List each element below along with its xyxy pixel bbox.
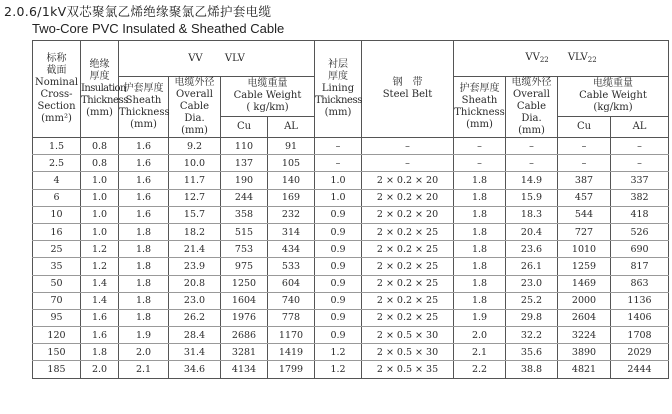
cell-sheath-thickness-armored: 1.8 <box>454 241 506 258</box>
cell-weight-cu-armored: 1469 <box>558 275 611 292</box>
cell-weight-cu-armored: 2000 <box>558 292 611 309</box>
cell-insulation-thickness: 1.2 <box>81 258 119 275</box>
cell-weight-al-armored: 863 <box>611 275 669 292</box>
cell-sheath-thickness-armored: 1.8 <box>454 206 506 223</box>
cell-weight-al-armored: 382 <box>611 189 669 206</box>
cell-sheath-thickness-armored: 1.8 <box>454 258 506 275</box>
cell-sheath-thickness: 1.8 <box>119 275 169 292</box>
header-steel-belt: 钢 带 Steel Belt <box>362 41 454 138</box>
cell-steel-belt: 2 × 0.5 × 30 <box>362 327 454 344</box>
cell-weight-al-armored: – <box>611 138 669 155</box>
table-row <box>33 327 669 344</box>
cell-insulation-thickness: 1.4 <box>81 292 119 309</box>
cell-steel-belt: – <box>362 138 454 155</box>
cell-steel-belt: 2 × 0.2 × 25 <box>362 241 454 258</box>
cell-overall-dia: 34.6 <box>169 361 221 378</box>
cell-weight-cu: 358 <box>221 206 268 223</box>
cell-overall-dia: 9.2 <box>169 138 221 155</box>
cell-overall-dia: 18.2 <box>169 223 221 240</box>
cell-overall-dia: 26.2 <box>169 309 221 326</box>
table-row <box>33 275 669 292</box>
title-chinese: 2.0.6/1kV双芯聚氯乙烯绝缘聚氯乙烯护套电缆 <box>4 4 272 19</box>
table-row <box>33 223 669 240</box>
cell-weight-al-armored: – <box>611 155 669 172</box>
cell-overall-dia: 10.0 <box>169 155 221 172</box>
cell-sheath-thickness-armored: 2.1 <box>454 344 506 361</box>
cell-weight-al: 140 <box>268 172 315 189</box>
cell-overall-dia-armored: 14.9 <box>506 172 558 189</box>
cell-overall-dia: 12.7 <box>169 189 221 206</box>
cell-weight-cu-armored: 3224 <box>558 327 611 344</box>
table-row <box>33 138 669 155</box>
cell-overall-dia-armored: 18.3 <box>506 206 558 223</box>
table-row <box>33 258 669 275</box>
cell-weight-cu-armored: 727 <box>558 223 611 240</box>
cell-sheath-thickness: 1.6 <box>119 155 169 172</box>
cell-cross-section: 4 <box>33 172 81 189</box>
cell-weight-al: 1170 <box>268 327 315 344</box>
cell-cross-section: 10 <box>33 206 81 223</box>
cell-steel-belt: 2 × 0.5 × 30 <box>362 344 454 361</box>
cell-cross-section: 70 <box>33 292 81 309</box>
table-row <box>33 189 669 206</box>
cell-lining-thickness: 1.0 <box>315 189 362 206</box>
cell-steel-belt: 2 × 0.5 × 35 <box>362 361 454 378</box>
table-row <box>33 155 669 172</box>
cell-overall-dia-armored: 15.9 <box>506 189 558 206</box>
cell-insulation-thickness: 1.4 <box>81 275 119 292</box>
cell-weight-cu: 137 <box>221 155 268 172</box>
cell-overall-dia-armored: 26.1 <box>506 258 558 275</box>
cell-steel-belt: 2 × 0.2 × 20 <box>362 206 454 223</box>
cell-weight-al: 91 <box>268 138 315 155</box>
cell-sheath-thickness: 1.8 <box>119 292 169 309</box>
cell-weight-cu: 4134 <box>221 361 268 378</box>
header-overall-dia-armored: 电缆外径 Overall Cable Dia. (mm) <box>506 77 558 138</box>
cell-weight-cu: 975 <box>221 258 268 275</box>
cell-lining-thickness: 0.9 <box>315 309 362 326</box>
cell-cross-section: 35 <box>33 258 81 275</box>
cell-weight-cu-armored: 544 <box>558 206 611 223</box>
table-row <box>33 292 669 309</box>
cell-weight-cu: 1250 <box>221 275 268 292</box>
cell-weight-cu: 515 <box>221 223 268 240</box>
cell-weight-al: 314 <box>268 223 315 240</box>
cell-weight-cu-armored: 457 <box>558 189 611 206</box>
cell-overall-dia: 15.7 <box>169 206 221 223</box>
cell-steel-belt: – <box>362 155 454 172</box>
cell-weight-al-armored: 1406 <box>611 309 669 326</box>
header-cu-armored: Cu <box>558 116 611 137</box>
cell-weight-al-armored: 817 <box>611 258 669 275</box>
cell-sheath-thickness: 1.8 <box>119 241 169 258</box>
table-row <box>33 172 669 189</box>
cell-lining-thickness: 0.9 <box>315 292 362 309</box>
cell-sheath-thickness: 2.1 <box>119 361 169 378</box>
cell-weight-al-armored: 418 <box>611 206 669 223</box>
cell-lining-thickness: 0.9 <box>315 241 362 258</box>
cell-sheath-thickness: 1.8 <box>119 258 169 275</box>
cell-overall-dia-armored: 32.2 <box>506 327 558 344</box>
cell-weight-al-armored: 1136 <box>611 292 669 309</box>
header-group-vv-vlv: VV VLV <box>119 41 315 77</box>
cell-weight-cu: 244 <box>221 189 268 206</box>
cell-lining-thickness: 0.9 <box>315 206 362 223</box>
cell-sheath-thickness-armored: 1.8 <box>454 189 506 206</box>
cell-cross-section: 6 <box>33 189 81 206</box>
cell-weight-cu-armored: 1259 <box>558 258 611 275</box>
cell-steel-belt: 2 × 0.2 × 25 <box>362 275 454 292</box>
cell-cross-section: 16 <box>33 223 81 240</box>
cell-weight-cu-armored: 2604 <box>558 309 611 326</box>
cell-sheath-thickness-armored: 2.2 <box>454 361 506 378</box>
cell-sheath-thickness-armored: – <box>454 155 506 172</box>
cell-steel-belt: 2 × 0.2 × 20 <box>362 172 454 189</box>
cell-weight-cu: 190 <box>221 172 268 189</box>
cell-overall-dia-armored: 38.8 <box>506 361 558 378</box>
cell-weight-al: 1419 <box>268 344 315 361</box>
table-row <box>33 241 669 258</box>
cell-cross-section: 120 <box>33 327 81 344</box>
cell-insulation-thickness: 1.0 <box>81 189 119 206</box>
cell-weight-cu-armored: 3890 <box>558 344 611 361</box>
cell-weight-cu: 3281 <box>221 344 268 361</box>
cable-spec-table <box>32 40 669 379</box>
cell-sheath-thickness-armored: – <box>454 138 506 155</box>
cell-lining-thickness: 1.0 <box>315 172 362 189</box>
cell-weight-al: 434 <box>268 241 315 258</box>
cell-weight-al: 778 <box>268 309 315 326</box>
table-body <box>33 138 669 379</box>
cell-lining-thickness: – <box>315 155 362 172</box>
cell-weight-al: 533 <box>268 258 315 275</box>
cell-overall-dia: 28.4 <box>169 327 221 344</box>
cell-weight-cu: 1976 <box>221 309 268 326</box>
header-insulation-thickness: 绝缘 厚度 Insulation Thickness (mm) <box>81 41 119 138</box>
cell-lining-thickness: – <box>315 138 362 155</box>
cell-cross-section: 2.5 <box>33 155 81 172</box>
cell-insulation-thickness: 0.8 <box>81 155 119 172</box>
table-row <box>33 309 669 326</box>
cell-lining-thickness: 0.9 <box>315 258 362 275</box>
cell-weight-al: 740 <box>268 292 315 309</box>
cell-sheath-thickness: 1.8 <box>119 223 169 240</box>
header-al-armored: AL <box>611 116 669 137</box>
cell-insulation-thickness: 1.0 <box>81 223 119 240</box>
cell-weight-cu-armored: 387 <box>558 172 611 189</box>
cell-steel-belt: 2 × 0.2 × 25 <box>362 292 454 309</box>
cell-weight-al: 169 <box>268 189 315 206</box>
cell-weight-al-armored: 526 <box>611 223 669 240</box>
cell-weight-al-armored: 690 <box>611 241 669 258</box>
header-nominal-cross-section: 标称 截面 Nominal Cross- Section (mm²) <box>33 41 81 138</box>
cell-lining-thickness: 0.9 <box>315 223 362 240</box>
cell-insulation-thickness: 2.0 <box>81 361 119 378</box>
cell-lining-thickness: 1.2 <box>315 361 362 378</box>
cell-weight-al: 1799 <box>268 361 315 378</box>
cell-overall-dia: 20.8 <box>169 275 221 292</box>
cell-insulation-thickness: 1.2 <box>81 241 119 258</box>
cell-insulation-thickness: 1.0 <box>81 172 119 189</box>
cell-sheath-thickness: 1.6 <box>119 172 169 189</box>
cell-overall-dia-armored: – <box>506 138 558 155</box>
cell-overall-dia-armored: 25.2 <box>506 292 558 309</box>
cell-overall-dia: 11.7 <box>169 172 221 189</box>
cell-sheath-thickness: 1.9 <box>119 327 169 344</box>
cell-sheath-thickness-armored: 1.9 <box>454 309 506 326</box>
cell-weight-cu-armored: – <box>558 138 611 155</box>
cell-overall-dia: 31.4 <box>169 344 221 361</box>
cell-weight-cu-armored: 4821 <box>558 361 611 378</box>
cell-weight-cu-armored: – <box>558 155 611 172</box>
cell-overall-dia-armored: 23.0 <box>506 275 558 292</box>
cell-cross-section: 150 <box>33 344 81 361</box>
title-english: Two-Core PVC Insulated & Sheathed Cable <box>32 21 285 36</box>
cell-overall-dia: 21.4 <box>169 241 221 258</box>
cell-insulation-thickness: 1.8 <box>81 344 119 361</box>
header-sheath-thickness: 护套厚度 Sheath Thickness (mm) <box>119 77 169 138</box>
header-cable-weight: 电缆重量 Cable Weight ( kg/km) <box>221 77 315 117</box>
cell-insulation-thickness: 1.0 <box>81 206 119 223</box>
cell-cross-section: 1.5 <box>33 138 81 155</box>
cell-weight-cu: 110 <box>221 138 268 155</box>
cell-steel-belt: 2 × 0.2 × 20 <box>362 189 454 206</box>
cell-cross-section: 25 <box>33 241 81 258</box>
cell-sheath-thickness-armored: 1.8 <box>454 292 506 309</box>
cell-sheath-thickness-armored: 1.8 <box>454 275 506 292</box>
cell-cross-section: 185 <box>33 361 81 378</box>
header-lining-thickness: 衬层 厚度 Lining Thickness (mm) <box>315 41 362 138</box>
cell-insulation-thickness: 0.8 <box>81 138 119 155</box>
cell-weight-cu-armored: 1010 <box>558 241 611 258</box>
cell-overall-dia-armored: 35.6 <box>506 344 558 361</box>
cell-sheath-thickness: 2.0 <box>119 344 169 361</box>
cell-overall-dia-armored: 20.4 <box>506 223 558 240</box>
cell-weight-cu: 2686 <box>221 327 268 344</box>
table-row <box>33 206 669 223</box>
cell-lining-thickness: 1.2 <box>315 344 362 361</box>
cell-weight-cu: 753 <box>221 241 268 258</box>
cell-weight-al: 105 <box>268 155 315 172</box>
cell-weight-al-armored: 337 <box>611 172 669 189</box>
cell-sheath-thickness: 1.6 <box>119 206 169 223</box>
cell-weight-cu: 1604 <box>221 292 268 309</box>
cell-weight-al: 604 <box>268 275 315 292</box>
cell-overall-dia-armored: 23.6 <box>506 241 558 258</box>
cell-overall-dia: 23.0 <box>169 292 221 309</box>
cell-steel-belt: 2 × 0.2 × 25 <box>362 309 454 326</box>
cell-cross-section: 95 <box>33 309 81 326</box>
cell-sheath-thickness-armored: 1.8 <box>454 223 506 240</box>
header-group-vv22-vlv22: $VV_{22}$ $VLV_{22}$ <box>454 41 669 77</box>
table-row <box>33 344 669 361</box>
table-row <box>33 361 669 378</box>
cell-insulation-thickness: 1.6 <box>81 327 119 344</box>
cell-sheath-thickness: 1.8 <box>119 309 169 326</box>
cell-sheath-thickness: 1.6 <box>119 138 169 155</box>
cell-weight-al-armored: 1708 <box>611 327 669 344</box>
header-overall-dia: 电缆外径 Overall Cable Dia. (mm) <box>169 77 221 138</box>
cell-weight-al-armored: 2029 <box>611 344 669 361</box>
cell-sheath-thickness: 1.6 <box>119 189 169 206</box>
cell-lining-thickness: 0.9 <box>315 275 362 292</box>
cell-overall-dia-armored: 29.8 <box>506 309 558 326</box>
cell-steel-belt: 2 × 0.2 × 25 <box>362 258 454 275</box>
cell-overall-dia: 23.9 <box>169 258 221 275</box>
cell-sheath-thickness-armored: 2.0 <box>454 327 506 344</box>
header-cable-weight-armored: 电缆重量 Cable Weight (kg/km) <box>558 77 669 117</box>
cell-steel-belt: 2 × 0.2 × 25 <box>362 223 454 240</box>
cell-lining-thickness: 0.9 <box>315 327 362 344</box>
cell-weight-al-armored: 2444 <box>611 361 669 378</box>
cell-insulation-thickness: 1.6 <box>81 309 119 326</box>
cell-sheath-thickness-armored: 1.8 <box>454 172 506 189</box>
header-cu: Cu <box>221 116 268 137</box>
cell-weight-al: 232 <box>268 206 315 223</box>
header-sheath-thickness-armored: 护套厚度 Sheath Thickness (mm) <box>454 77 506 138</box>
cell-cross-section: 50 <box>33 275 81 292</box>
cell-overall-dia-armored: – <box>506 155 558 172</box>
header-al: AL <box>268 116 315 137</box>
